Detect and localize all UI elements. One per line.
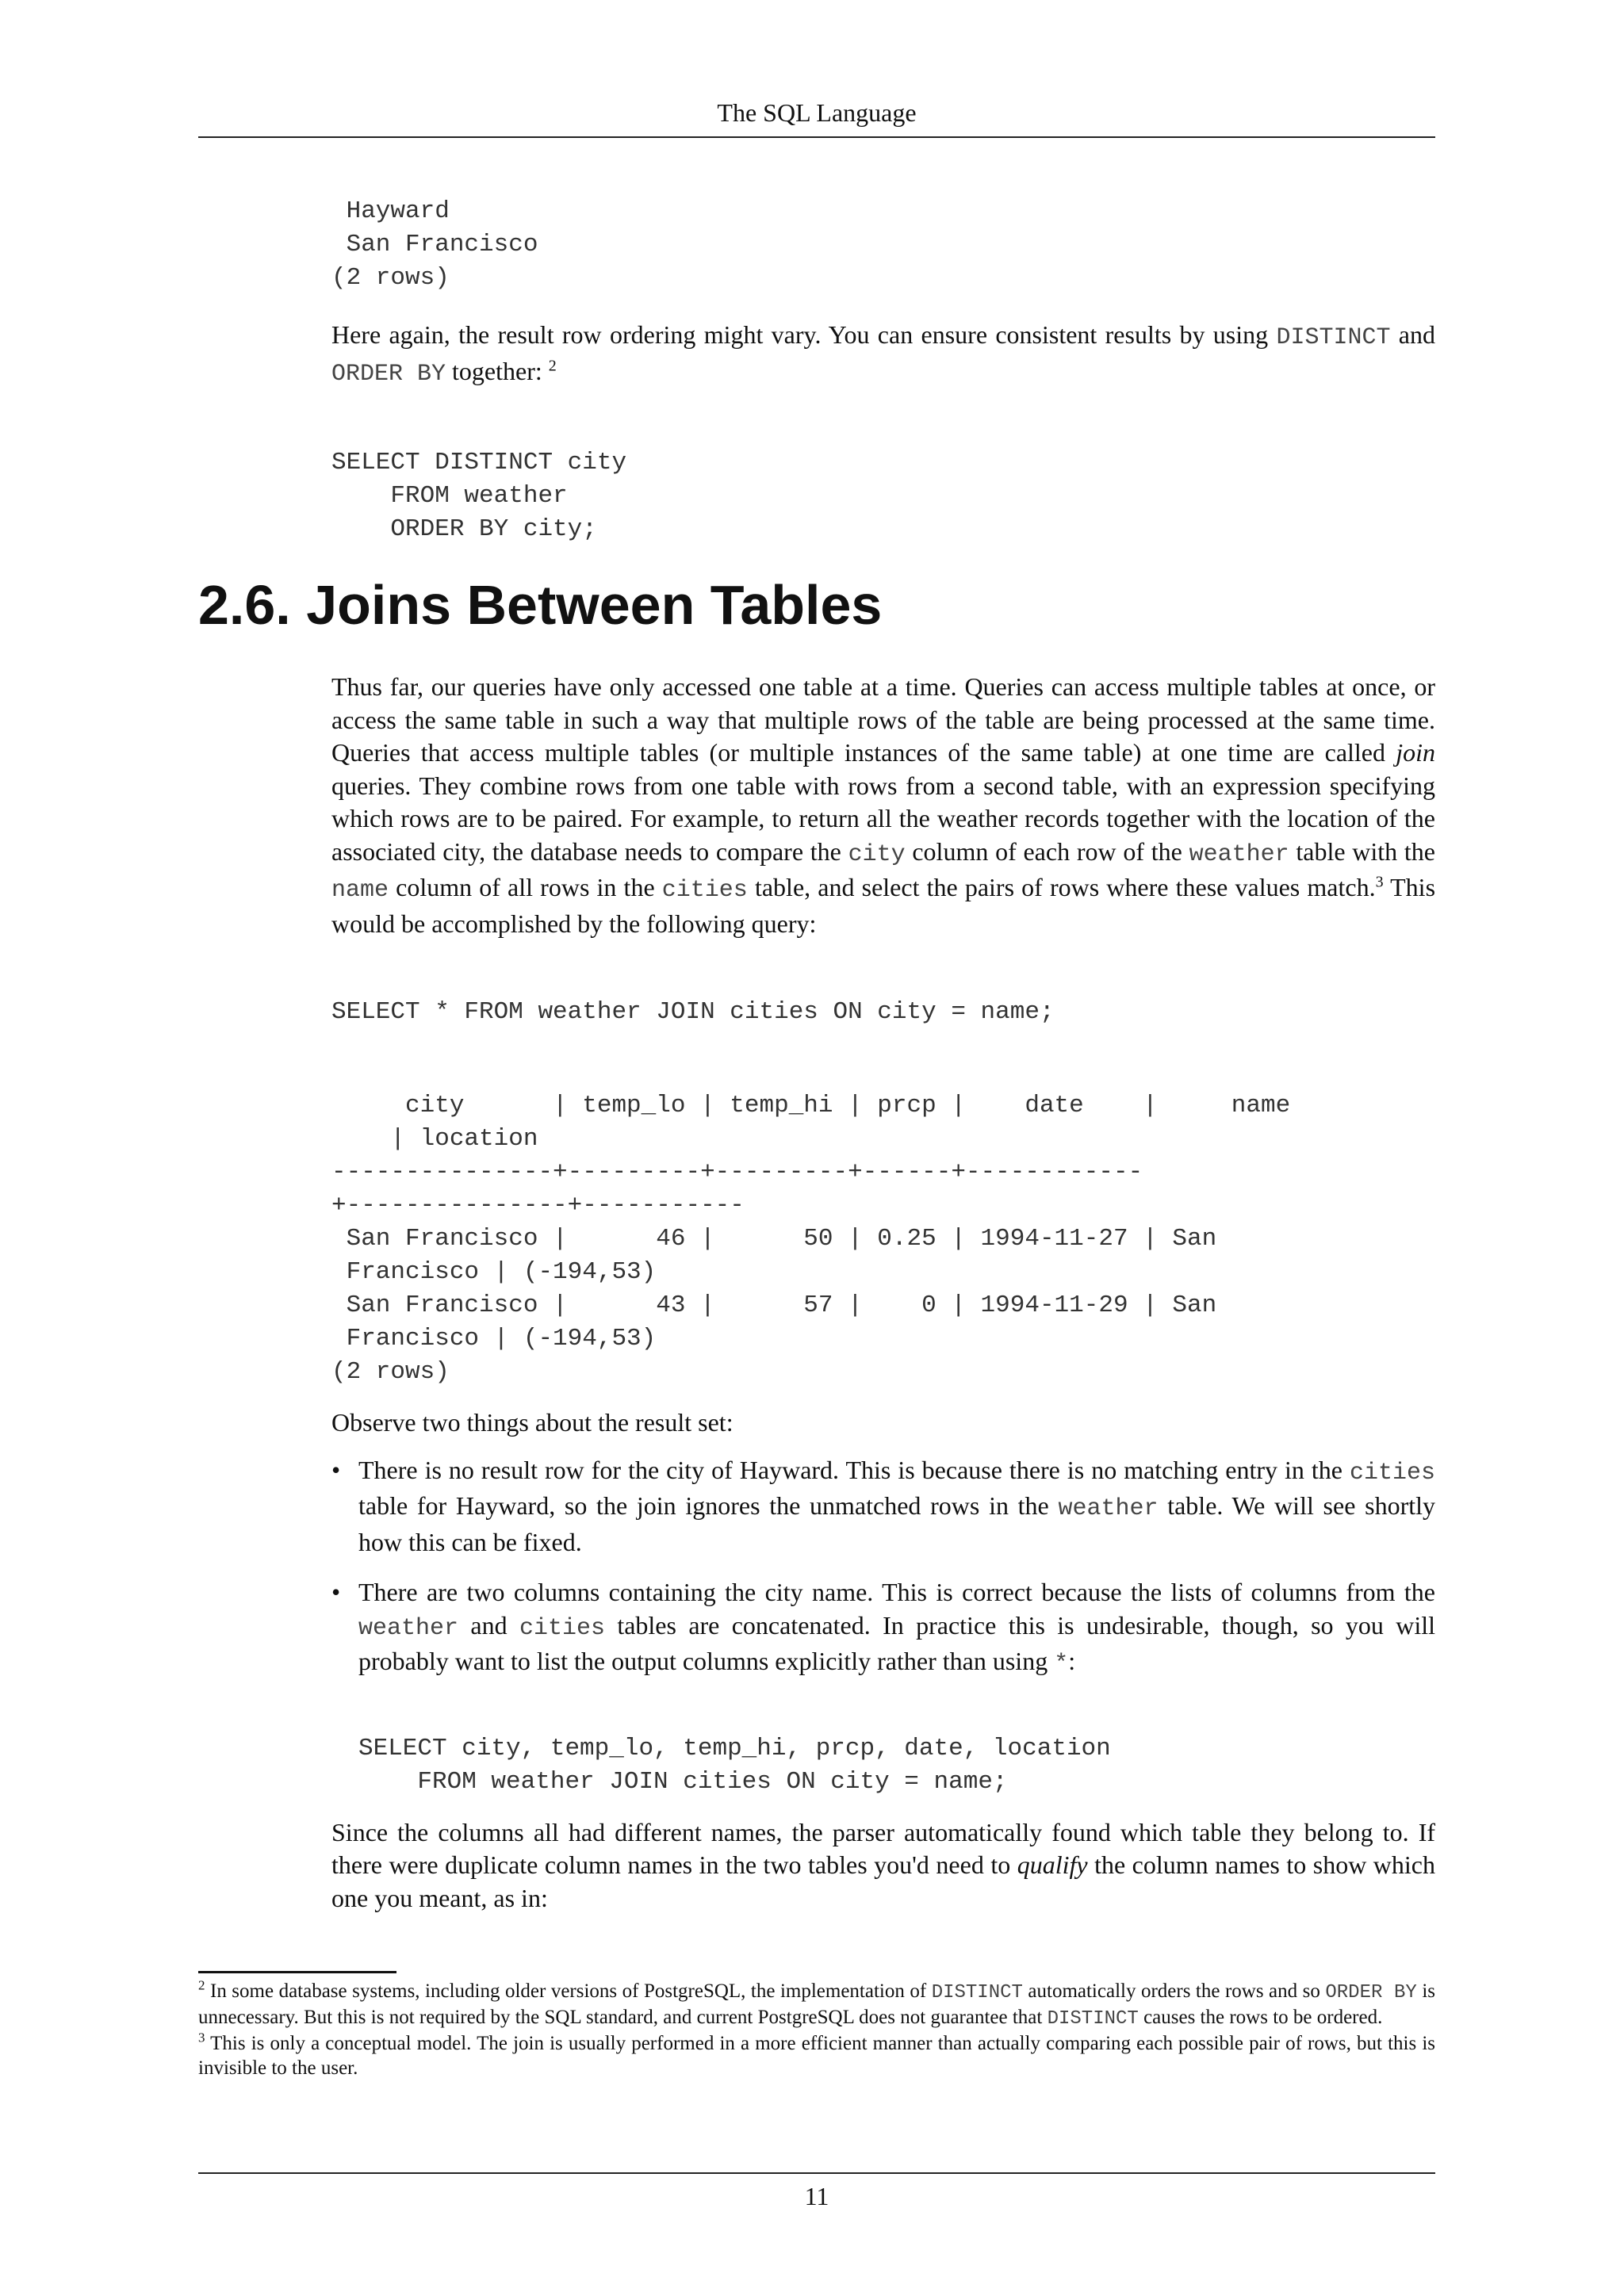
footnote-ref[interactable]: 3: [1375, 873, 1384, 891]
text-run: and: [458, 1610, 519, 1640]
text-run: tables are concatenated. In practice this is undesirable, though, so you will probably want to list the output columns explicitly rather than using: [358, 1610, 1435, 1675]
page-number: 11: [198, 2172, 1435, 2215]
inline-code: *: [1054, 1651, 1069, 1678]
inline-code: city: [848, 840, 906, 868]
text-run: table with the: [1289, 836, 1436, 866]
select-distinct-code: SELECT DISTINCT city FROM weather ORDER BY city;: [331, 449, 627, 543]
footnote-divider: [198, 1971, 396, 1973]
text-run: There are two columns containing the city name. This is correct because the lists of columns from the: [358, 1578, 1435, 1606]
text-run: column of each row of the: [905, 836, 1189, 866]
text-run: causes the rows to be ordered.: [1138, 2007, 1383, 2028]
text-run: the column names to show which one you meant, as in:: [331, 1850, 1436, 1912]
inline-code: name: [331, 877, 389, 904]
paragraph-joins-intro: [331, 671, 1435, 940]
footnotes: [198, 1979, 1435, 2080]
text-run: queries. They combine rows from one table with rows from a second table, with an expression specifying which rows are to be paired. For example, to return all the weather records together with the location of the associated city, the database needs to compare the: [331, 771, 1435, 866]
text-run: Here again, the result row ordering might vary. You can ensure consistent results by using: [331, 320, 1277, 349]
emphasis: qualify: [1017, 1850, 1088, 1879]
footnote-number: 3: [198, 2030, 205, 2045]
join-result-table: city | temp_lo | temp_hi | prcp | date | name | location ---------------+---------+---------+------+------------ +---------------+----------- San Francisco | 46 | 50 | 0.25 | 1994-11-27 | San Francisco | (-194,53) San Francisco | 43 | 57 | 0 | 1994-11-29 | San Francisco | (-194,53) (2 rows): [331, 1092, 1291, 1386]
paragraph-observe: Observe two things about the result set:: [331, 1408, 733, 1437]
text-run: table. We will see shortly how this can be fixed.: [358, 1491, 1436, 1556]
text-run: column of all rows in the: [389, 873, 662, 901]
inline-code: weather: [358, 1614, 459, 1642]
footnote-ref[interactable]: 2: [548, 356, 557, 374]
footnote-number: 2: [198, 1977, 205, 1993]
bullet-marker: •: [331, 1578, 341, 1606]
inline-code: ORDER BY: [1325, 1982, 1417, 2003]
text-run: This would be accomplished by the following query:: [331, 873, 1436, 938]
top-content: [331, 195, 1435, 546]
inline-code: cities: [661, 877, 748, 904]
bullet-text: [358, 1576, 1435, 1682]
inline-code: cities: [519, 1614, 605, 1642]
paragraph-qualify: [331, 1816, 1435, 1915]
paragraph-distinct: [331, 319, 1435, 391]
emphasis: join: [1396, 738, 1435, 767]
text-run: There is no result row for the city of Hayward. This is because there is no matching entry in the: [358, 1455, 1350, 1484]
text-run: automatically orders the rows and so: [1022, 1980, 1326, 2002]
list-item: [331, 1454, 1435, 1559]
text-run: together:: [446, 356, 549, 385]
inline-code: cities: [1349, 1459, 1435, 1487]
text-run: is unnecessary. But this is not required by the SQL standard, and current PostgreSQL does not guarantee that: [198, 1980, 1435, 2028]
inline-code: weather: [1189, 840, 1289, 868]
text-run: Since the columns all had different names, the parser automatically found which table they belong to. If there were duplicate column names in the two tables you'd need to: [331, 1817, 1435, 1879]
inline-code: DISTINCT: [1047, 2008, 1139, 2030]
text-run: This is only a conceptual model. The join is usually performed in a more efficient manner than actually comparing each possible pair of rows, but this is invisible to the user.: [198, 2033, 1435, 2079]
footnote-3: [198, 2031, 1435, 2080]
text-run: and: [1390, 320, 1436, 349]
list-item: [331, 1576, 1435, 1799]
footnote-2: [198, 1979, 1435, 2031]
text-run: table, and select the pairs of rows where these values match.: [747, 873, 1376, 901]
observation-list: [331, 1454, 1435, 1799]
bullet-marker: •: [331, 1455, 341, 1484]
page-header: The SQL Language: [198, 94, 1435, 138]
join-query-code: SELECT * FROM weather JOIN cities ON city = name;: [331, 998, 1055, 1026]
inline-code: DISTINCT: [1276, 324, 1391, 351]
result-code-block: Hayward San Francisco (2 rows): [331, 197, 538, 292]
inline-code: weather: [1058, 1495, 1159, 1522]
text-run: table for Hayward, so the join ignores the unmatched rows in the: [358, 1491, 1059, 1520]
section-content: [331, 671, 1435, 1915]
text-run: In some database systems, including older versions of PostgreSQL, the implementation of: [205, 1980, 932, 2002]
section-title: 2.6. Joins Between Tables: [198, 574, 883, 636]
text-run: :: [1068, 1647, 1076, 1675]
bullet-text: [358, 1454, 1435, 1559]
inline-code: ORDER BY: [331, 360, 446, 388]
inline-code: DISTINCT: [931, 1982, 1023, 2003]
explicit-columns-code: SELECT city, temp_lo, temp_hi, prcp, date, location FROM weather JOIN cities ON city = name;: [358, 1734, 1111, 1796]
text-run: Thus far, our queries have only accessed one table at a time. Queries can access multiple tables at once, or access the same table in such a way that multiple rows of the table are being processed at the same time. Queries that access multiple tables (or multiple instances of the same table) at one time are called: [331, 672, 1435, 767]
